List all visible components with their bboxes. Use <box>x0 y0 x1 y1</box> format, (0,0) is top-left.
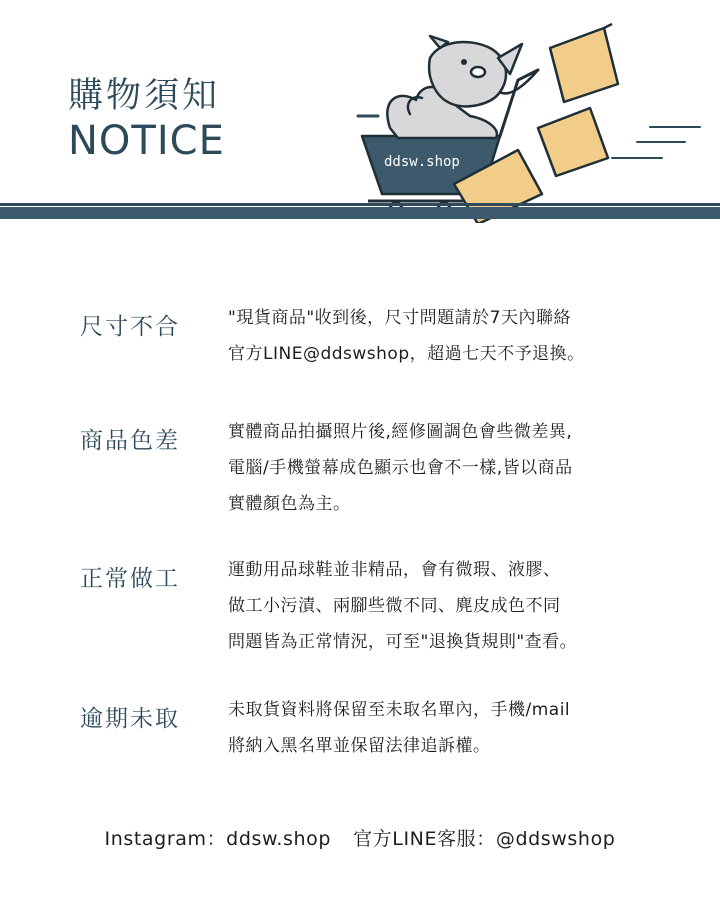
notice-line: 做工小污漬、兩腳些微不同、麂皮成色不同 <box>228 596 561 616</box>
notice-line: 實體顏色為主。 <box>228 494 351 514</box>
speed-lines-icon <box>612 127 700 158</box>
notice-heading: 逾期未取 <box>80 706 180 732</box>
notice-line: 電腦/手機螢幕成色顯示也會不一樣,皆以商品 <box>228 458 573 478</box>
notice-line: 未取貨資料將保留至未取名單內，手機/mail <box>228 700 571 720</box>
notice-body <box>228 552 658 660</box>
header-divider-thick <box>0 207 720 219</box>
notice-heading: 商品色差 <box>80 428 180 454</box>
instagram-handle: Instagram：ddsw.shop <box>104 828 332 850</box>
notice-body <box>228 414 658 522</box>
notice-line: 運動用品球鞋並非精品，會有微瑕、液膠、 <box>228 560 561 580</box>
cart-logo-text: ddsw.shop <box>384 154 460 170</box>
notice-heading: 正常做工 <box>80 566 180 592</box>
header <box>0 0 720 230</box>
header-divider-thin <box>0 203 720 206</box>
notice-line: 實體商品拍攝照片後,經修圖調色會些微差異, <box>228 422 573 442</box>
line-contact: 官方LINE客服：@ddswshop <box>353 828 616 850</box>
shopping-dog-illustration <box>350 18 720 223</box>
notice-heading: 尺寸不合 <box>80 314 180 340</box>
notice-line: "現貨商品"收到後，尺寸問題請於7天內聯絡 <box>228 308 571 328</box>
page-title-en: NOTICE <box>68 118 225 164</box>
notice-line: 問題皆為正常情況，可至"退換貨規則"查看。 <box>228 632 578 652</box>
page-title-zh: 購物須知 <box>68 76 221 116</box>
notice-body <box>228 300 658 372</box>
notice-line: 將納入黑名單並保留法律追訴權。 <box>228 736 491 756</box>
footer <box>0 824 720 851</box>
notice-line: 官方LINE@ddswshop，超過七天不予退換。 <box>228 344 585 364</box>
notice-body <box>228 692 658 764</box>
